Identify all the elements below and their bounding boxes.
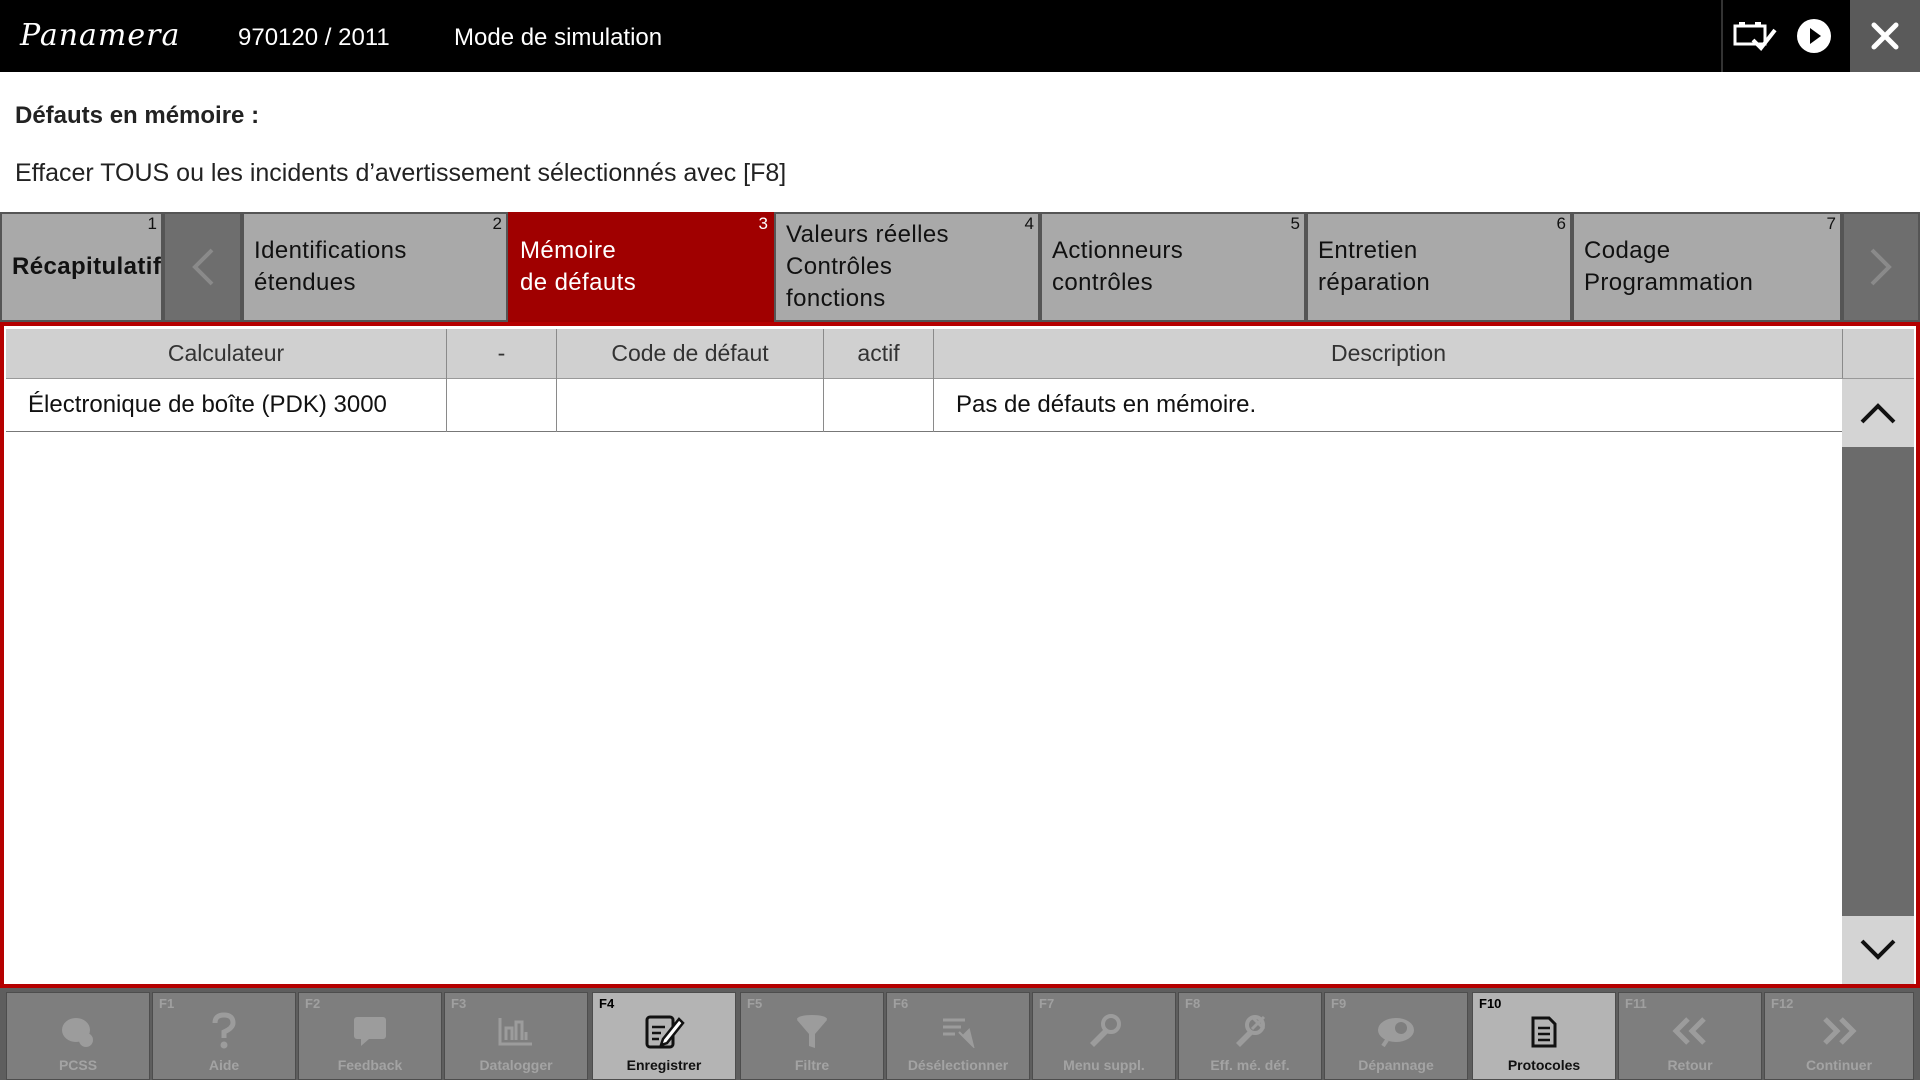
datalogger-icon bbox=[496, 1014, 536, 1048]
help-button[interactable] bbox=[152, 992, 296, 1080]
table-header bbox=[6, 329, 1844, 379]
fkey-number: F1 bbox=[159, 996, 175, 1011]
mode-label: Mode de simulation bbox=[454, 24, 663, 51]
tab-label: Codage Programmation bbox=[1584, 237, 1754, 296]
scroll-up-button[interactable] bbox=[1842, 379, 1914, 447]
extra-menu-button[interactable] bbox=[1032, 992, 1176, 1080]
protocols-button[interactable] bbox=[1472, 992, 1616, 1080]
fkey-number: F7 bbox=[1039, 996, 1055, 1011]
continue-icon bbox=[1819, 1016, 1859, 1046]
cell-description: Pas de défauts en mémoire. bbox=[956, 391, 1257, 418]
fkey-label: Aide bbox=[208, 1057, 240, 1073]
fkey-number: F8 bbox=[1185, 996, 1201, 1011]
tab-valeurs-reelles[interactable] bbox=[774, 212, 1040, 322]
fkey-number: F11 bbox=[1625, 996, 1647, 1011]
instruction-text: Effacer TOUS ou les incidents d’avertissement sélectionnés avec [F8] bbox=[15, 159, 787, 187]
fault-table-panel bbox=[0, 322, 1920, 988]
tab-number: 4 bbox=[1024, 214, 1034, 233]
column-header-calculateur[interactable]: Calculateur bbox=[6, 329, 447, 379]
cell-dash bbox=[447, 379, 557, 432]
feedback-button[interactable] bbox=[298, 992, 442, 1080]
scroll-down-button[interactable] bbox=[1842, 916, 1914, 984]
tab-label: Récapitulatif bbox=[12, 253, 162, 280]
tab-label: Mémoire de défauts bbox=[520, 237, 637, 296]
column-header-code[interactable]: Code de défaut bbox=[557, 329, 824, 379]
scrollbar-track[interactable] bbox=[1842, 379, 1914, 984]
cell-code bbox=[557, 379, 824, 432]
close-icon bbox=[1870, 21, 1900, 51]
tab-label: Valeurs réelles Contrôles fonctions bbox=[786, 221, 949, 312]
fkey-number: F3 bbox=[451, 996, 467, 1011]
erase-faults-icon bbox=[1230, 1013, 1270, 1049]
fkey-number: F12 bbox=[1771, 996, 1794, 1011]
back-icon bbox=[1670, 1016, 1710, 1046]
cell-actif bbox=[824, 379, 934, 432]
tab-label: Entretien réparation bbox=[1318, 237, 1431, 296]
close-button[interactable] bbox=[1850, 0, 1920, 72]
tab-scroll-left-button[interactable] bbox=[163, 212, 242, 322]
fkey-label: Continuer bbox=[1805, 1057, 1873, 1073]
continue-button[interactable] bbox=[1764, 992, 1914, 1080]
fkey-label: Protocoles bbox=[1507, 1057, 1581, 1073]
chevron-right-icon bbox=[1868, 247, 1894, 287]
column-header-actif[interactable]: actif bbox=[824, 329, 934, 379]
tab-bar bbox=[0, 212, 1920, 322]
tab-codage[interactable] bbox=[1572, 212, 1842, 322]
cell-calculateur: Électronique de boîte (PDK) 3000 bbox=[6, 379, 447, 432]
tab-scroll-right-button[interactable] bbox=[1842, 212, 1920, 322]
fkey-label: Menu suppl. bbox=[1063, 1057, 1145, 1073]
fkey-number: F9 bbox=[1331, 996, 1347, 1011]
tab-number: 2 bbox=[492, 214, 502, 233]
battery-check-button[interactable] bbox=[1726, 0, 1784, 72]
column-header-dash[interactable]: - bbox=[447, 329, 557, 379]
save-icon bbox=[643, 1011, 685, 1051]
tab-label: Identifications étendues bbox=[254, 237, 407, 296]
pcss-icon bbox=[58, 1014, 98, 1048]
fkey-label: Eff. mé. déf. bbox=[1210, 1057, 1290, 1073]
fkey-number: F2 bbox=[305, 996, 321, 1011]
datalogger-button[interactable] bbox=[444, 992, 588, 1080]
table-row[interactable] bbox=[6, 379, 1844, 432]
tab-actionneurs[interactable] bbox=[1040, 212, 1306, 322]
tab-entretien[interactable] bbox=[1306, 212, 1572, 322]
fkey-label: Filtre bbox=[794, 1057, 830, 1073]
tab-number: 1 bbox=[147, 214, 157, 233]
fkey-label: Désélectionner bbox=[907, 1057, 1009, 1073]
chevron-up-icon bbox=[1859, 401, 1897, 425]
fkey-label: Retour bbox=[1667, 1057, 1713, 1073]
fkey-label: Datalogger bbox=[479, 1057, 553, 1073]
chevron-left-icon bbox=[190, 247, 216, 287]
filter-icon bbox=[794, 1012, 830, 1050]
tab-number: 6 bbox=[1556, 214, 1566, 233]
tab-identifications[interactable] bbox=[242, 212, 508, 322]
fkey-label: Dépannage bbox=[1358, 1057, 1434, 1073]
fkey-label: Feedback bbox=[337, 1057, 403, 1073]
back-button[interactable] bbox=[1618, 992, 1762, 1080]
tab-number: 5 bbox=[1290, 214, 1300, 233]
fkey-number: F6 bbox=[893, 996, 909, 1011]
chevron-down-icon bbox=[1859, 938, 1897, 962]
pcss-button[interactable] bbox=[6, 992, 150, 1080]
tab-label: Actionneurs contrôles bbox=[1052, 237, 1184, 296]
deselect-button[interactable] bbox=[886, 992, 1030, 1080]
battery-check-icon bbox=[1733, 20, 1777, 52]
play-icon bbox=[1796, 18, 1832, 54]
filter-button[interactable] bbox=[740, 992, 884, 1080]
fkey-number: F4 bbox=[599, 996, 615, 1011]
troubleshooting-icon bbox=[1375, 1014, 1417, 1048]
header-bar bbox=[0, 0, 1920, 72]
tab-number: 3 bbox=[758, 214, 768, 233]
protocols-icon bbox=[1529, 1012, 1559, 1050]
header-separator bbox=[1721, 0, 1723, 72]
fkey-number: F5 bbox=[747, 996, 763, 1011]
play-button[interactable] bbox=[1786, 0, 1842, 72]
deselect-icon bbox=[939, 1014, 977, 1048]
tab-number: 7 bbox=[1826, 214, 1836, 233]
fkey-label: PCSS bbox=[58, 1057, 98, 1073]
tab-recapitulatif[interactable] bbox=[0, 212, 163, 322]
fkey-label: Enregistrer bbox=[626, 1057, 702, 1073]
function-key-bar bbox=[0, 988, 1920, 1080]
erase-faults-button[interactable] bbox=[1178, 992, 1322, 1080]
tab-memoire-defauts[interactable] bbox=[508, 212, 774, 322]
panamera-logo: Panamera bbox=[20, 18, 181, 53]
scroll-header-cell bbox=[1842, 329, 1914, 379]
troubleshooting-button[interactable] bbox=[1324, 992, 1468, 1080]
fkey-number: F10 bbox=[1479, 996, 1502, 1011]
column-header-description[interactable]: Description bbox=[934, 329, 1844, 379]
feedback-icon bbox=[351, 1014, 389, 1048]
extra-menu-icon bbox=[1084, 1013, 1124, 1049]
help-icon bbox=[209, 1012, 239, 1050]
vehicle-info: 970120 / 2011 bbox=[238, 24, 390, 51]
section-title: Défauts en mémoire : bbox=[15, 102, 260, 129]
save-button[interactable] bbox=[592, 992, 736, 1080]
